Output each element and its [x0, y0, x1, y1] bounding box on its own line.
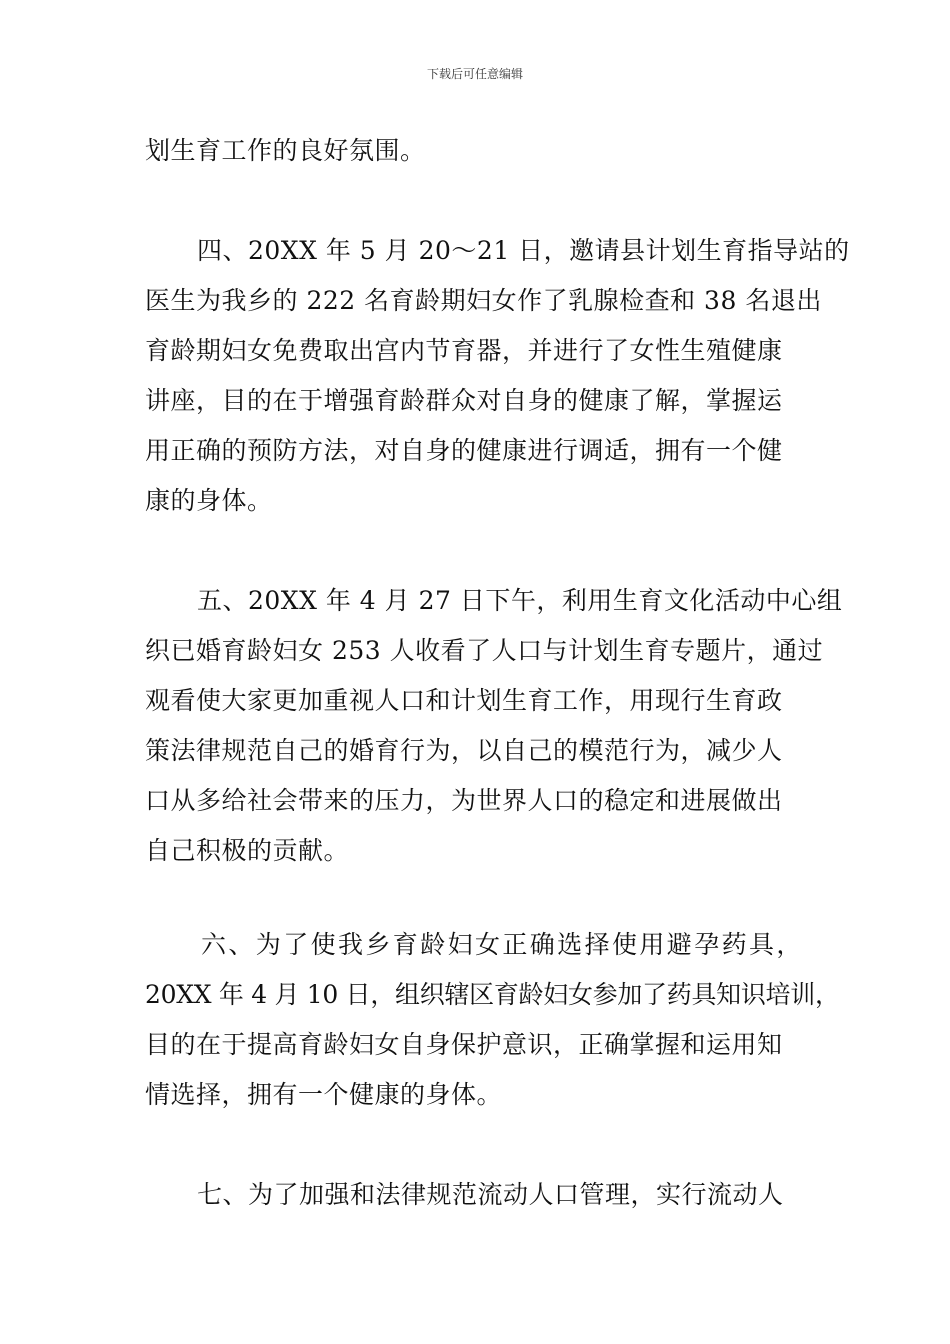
text-line-15: 20XX 年 4 月 10 日，组织辖区育龄妇女参加了药具知识培训，: [145, 980, 840, 1009]
text-line-13: 自己积极的贡献。: [145, 836, 350, 865]
text-line-18: 七、为了加强和法律规范流动人口管理，实行流动人: [197, 1180, 784, 1209]
text-line-17: 情选择，拥有一个健康的身体。: [145, 1080, 503, 1109]
text-line-1: 划生育工作的良好氛围。: [145, 136, 426, 165]
text-line-3: 医生为我乡的 222 名育龄期妇女作了乳腺检查和 38 名退出: [145, 286, 822, 315]
text-line-11: 策法律规范自己的婚育行为，以自己的模范行为，减少人: [145, 736, 783, 765]
page-header: 下载后可任意编辑: [426, 67, 523, 81]
text-line-6: 用正确的预防方法，对自身的健康进行调适，拥有一个健: [145, 436, 783, 465]
text-line-12: 口从多给社会带来的压力，为世界人口的稳定和进展做出: [145, 786, 783, 815]
text-line-16: 目的在于提高育龄妇女自身保护意识，正确掌握和运用知: [145, 1030, 783, 1059]
text-line-8: 五、20XX 年 4 月 27 日下午，利用生育文化活动中心组: [197, 586, 843, 615]
text-line-7: 康的身体。: [145, 486, 273, 515]
text-line-10: 观看使大家更加重视人口和计划生育工作，用现行生育政: [145, 686, 783, 715]
text-line-14: 六、为了使我乡育龄妇女正确选择使用避孕药具，: [201, 930, 804, 959]
text-line-2: 四、20XX 年 5 月 20～21 日，邀请县计划生育指导站的: [197, 236, 850, 265]
text-line-5: 讲座，目的在于增强育龄群众对自身的健康了解，掌握运: [145, 386, 783, 415]
text-line-9: 织已婚育龄妇女 253 人收看了人口与计划生育专题片，通过: [145, 636, 824, 665]
text-line-4: 育龄期妇女免费取出宫内节育器，并进行了女性生殖健康: [145, 336, 783, 365]
